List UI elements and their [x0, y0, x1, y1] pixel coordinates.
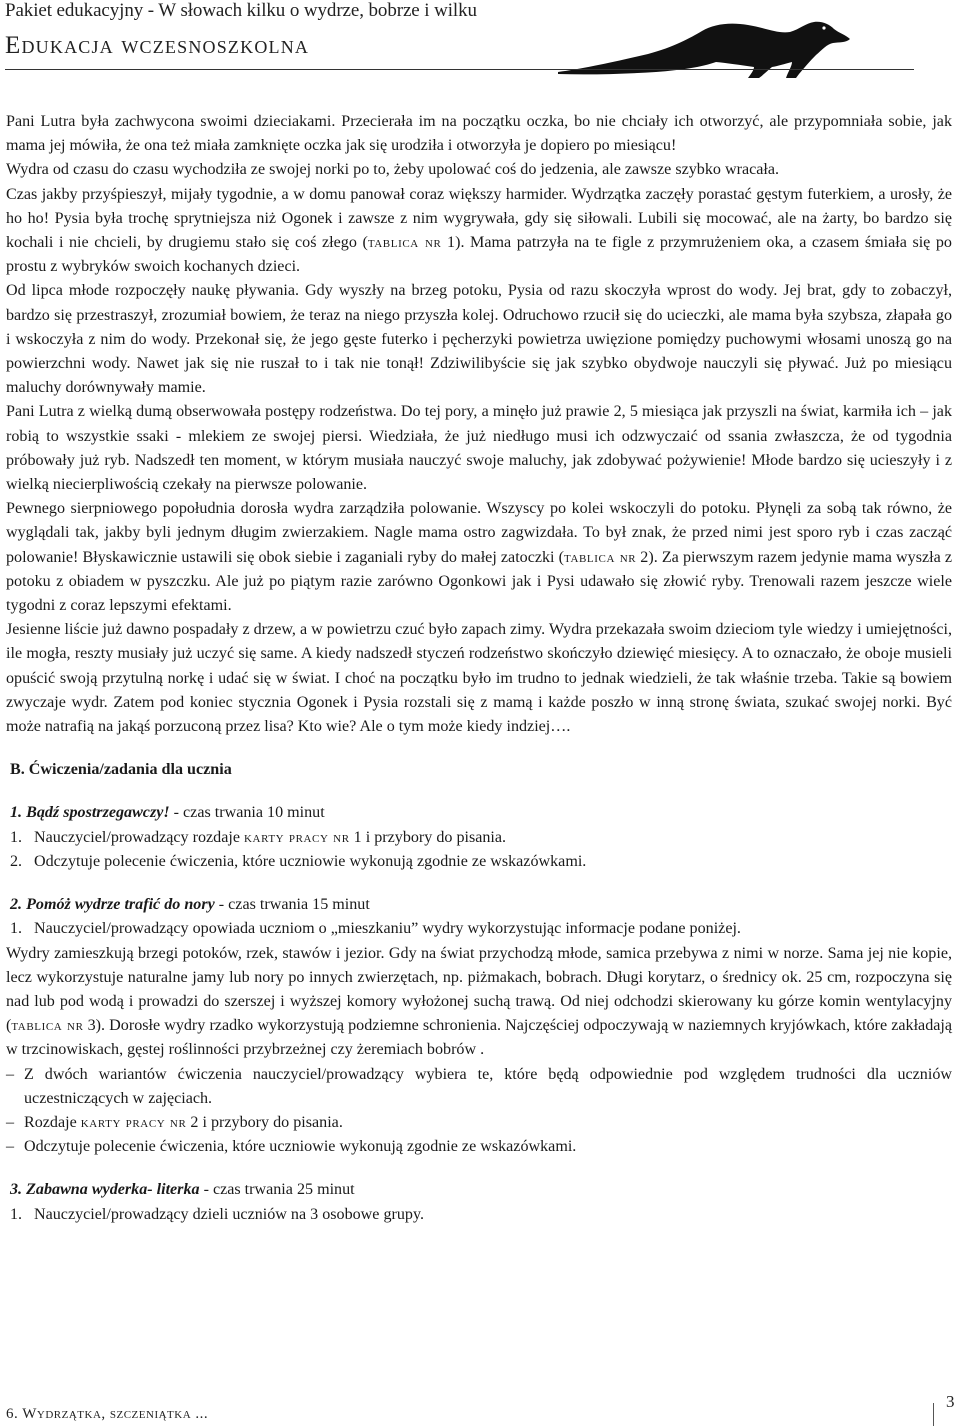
- list-number: 1.: [10, 1205, 23, 1223]
- exercise-3-heading: [10, 1178, 952, 1202]
- header-divider: [5, 69, 914, 70]
- text-run: Nauczyciel/prowadzący rozdaje: [34, 828, 244, 846]
- story-paragraph: [6, 183, 952, 280]
- dash-item: [6, 1111, 952, 1135]
- exercise-title: 2. Pomóż wydrze trafić do nory: [10, 896, 215, 914]
- dash-item: [6, 1063, 952, 1111]
- board-reference: tablica nr: [564, 548, 637, 566]
- list-item: [10, 850, 952, 874]
- list-number: 1.: [10, 828, 23, 846]
- chapter-footer: 6. Wydrzątka, szczeniątka ...: [6, 1406, 209, 1422]
- exercise-duration: - czas trwania 25 minut: [199, 1181, 355, 1199]
- list-item: [10, 917, 952, 941]
- text-run: Nauczyciel/prowadzący opowiada uczniom o „mieszkaniu” wydry wykorzystując informacje podane poniżej.: [34, 920, 741, 938]
- board-reference: tablica nr: [367, 234, 442, 252]
- text-run: 1). Mama patrzyła na te figle z przymrużeniem oka, a czasem śmiała się po prostu z wybryków swoich kochanych dzieci.: [6, 234, 952, 276]
- page-number: 3: [946, 1392, 955, 1411]
- text-run: 1 i przybory do pisania.: [349, 828, 507, 846]
- exercise-title: 1. Bądź spostrzegawczy!: [10, 804, 170, 822]
- list-number: 1.: [10, 920, 23, 938]
- list-item: [10, 826, 952, 850]
- main-content: [6, 110, 952, 1227]
- exercise-duration: - czas trwania 15 minut: [214, 896, 370, 914]
- exercise-2-heading: [10, 893, 952, 917]
- exercise-1-heading: [10, 801, 952, 825]
- story-paragraph: Pani Lutra z wielką dumą obserwowała postępy rodzeństwa. Do tej pory, a minęło już prawie 2, 5 miesiąca jak przyszli na świat, karmiła ich – jak robią to wszystkie ssaki - mlekiem ze swojej piersi. Wiedziała, że już niedługo musi ich odzwyczaić od ssania zwłaszcza, że od tygodnia próbowały już ryb. Nadszedł ten moment, w którym musiała nauczyć swoje maluchy, jak zdobywać pożywienie! Młode bardzo się ucieszyły i z wielką niecierpliwością czekały na pierwsze polowanie.: [6, 403, 952, 494]
- story-paragraph: Pani Lutra była zachwycona swoimi dzieciakami. Przecierała im na początku oczka, bo nie chciały ich otworzyć, ale przypomniała sobie, jak mama jej mówiła, że ona też miała zamknięte oczka jak się urodziła i otworzyła je dopiero po miesiącu!: [6, 113, 952, 155]
- story-paragraph: Jesienne liście już dawno pospadały z drzew, a w powietrzu czuć było zapach zimy. Wydra przekazała swoim dzieciom tyle wiedzy i umiejętności, ile mogła, reszty musiały już uczyć się same. A kiedy nadszedł styczeń rodzeństwo skończyło dziewięć miesięcy. A to oznaczało, że oboje musieli opuścić swoją przytulną norkę i udać się w świat. I choć na początku było im trudno to jednak wiedzieli, że tak właśnie trzeba. Takie są bowiem zwyczaje wydr. Zatem pod koniec stycznia Ogonek i Pysia rozstali się z mamą i każde poszło w inną stronę świata, szukać swojej norki. Być może natrafią na jakąś porzuconą przez lisa? Kto wie? Ale o tym może kiedy indziej….: [6, 621, 952, 736]
- dash-marker: –: [6, 1065, 15, 1083]
- text-run: Rozdaje: [24, 1113, 81, 1131]
- story-paragraph: Wydra od czasu do czasu wychodziła ze swojej norki po to, żeby upolować coś do jedzenia, ale zawsze szybko wracała.: [6, 161, 780, 179]
- text-run: Z dwóch wariantów ćwiczenia nauczyciel/prowadzący wybiera te, które będą odpowiednie pod względem trudności dla uczniów uczestniczących w zajęciach.: [24, 1065, 952, 1107]
- info-paragraph: [6, 942, 952, 1063]
- exercise-title: 3. Zabawna wyderka- literka: [10, 1181, 200, 1199]
- text-run: Wydry zamieszkują brzegi potoków, rzek, stawów i jezior. Gdy na świat przychodzą młode, samica przebywa z nimi w norze. Sama jej nie kopie, lecz wykorzystuje naturalne jamy lub nory po innych zwierzętach, np. piżmakach, bobrach. Długi korytarz, o średnicy ok. 25 cm, rozpoczyna się nad lub pod wodą i prowadzi do szerszej i wyższej komory wyłożonej suchą trawą. Od niej odchodzi skierowany ku górze komin wentylacyjny (: [6, 944, 952, 1035]
- text-run: 2). Za pierwszym razem jedynie mama wyszła z potoku z obiadem w pyszczku. Ale już po piątym razie zarówno Ogonkowi jak i Pysi udawało się złowić ryby. Trenowali razem jeszcze wiele tygodni z coraz lepszymi efektami.: [6, 548, 952, 615]
- text-run: Odczytuje polecenie ćwiczenia, które uczniowie wykonują zgodnie ze wskazówkami.: [24, 1138, 577, 1156]
- footer-divider: [933, 1403, 934, 1426]
- text-run: Odczytuje polecenie ćwiczenia, które uczniowie wykonują zgodnie ze wskazówkami.: [34, 852, 587, 870]
- story-paragraph: Od lipca młode rozpoczęły naukę pływania. Gdy wyszły na brzeg potoku, Pysia od razu skoczyła wprost do wody. Jej brat, gdy to zobaczył, bardzo się przestraszył, zrozumiał bowiem, że teraz na niego przyszła kolej. Odruchowo rzucił się do ucieczki, ale mama była szybsza, złapała go i wskoczyła z nim do wody. Przekonał się, że jego gęste futerko i pęcherzyki powietrza uwięzione pomiędzy puchowymi włosami unoszą go na powierzchni wody. Nawet jak się nie ruszał to i tak nie tonął! Zdziwilibyście się jak szybko obydwoje nauczyli się pływać. Już po miesiącu maluchy dorównywały mamie.: [6, 282, 952, 397]
- worksheet-reference: karty pracy nr: [80, 1113, 187, 1131]
- board-reference: tablica nr: [11, 1017, 84, 1035]
- dash-item: [6, 1135, 952, 1159]
- dash-marker: –: [6, 1113, 15, 1131]
- text-run: Nauczyciel/prowadzący dzieli uczniów na 3 osobowe grupy.: [34, 1205, 424, 1223]
- list-number: 2.: [10, 852, 23, 870]
- story-paragraph: [6, 497, 952, 618]
- publication-title: Pakiet edukacyjny - W słowach kilku o wydrze, bobrze i wilku: [5, 0, 477, 21]
- list-item: [10, 1203, 952, 1227]
- text-run: 3). Dorosłe wydry rzadko wykorzystują podziemne schronienia. Najczęściej odpoczywają w naziemnych kryjówkach, które zakładają w trzcinowiskach, gęstej roślinności przybrzeżnej czy żeremiach bobrów .: [6, 1017, 952, 1059]
- text-run: Pewnego sierpniowego popołudnia dorosła wydra zarządziła polowanie. Wszyscy po kolei wskoczyli do potoku. Płynęli za sobą tak równo, że wyglądali tak, jakby byli jednym długim zwierzakiem. Nagle mama ostro zagwizdała. To był znak, że przed nimi jest sporo ryb i czas zacząć polowanie! Błyskawicznie ustawili się obok siebie i zaganiali ryby do małej zatoczki (: [6, 500, 952, 566]
- text-run: Czas jakby przyśpieszył, mijały tygodnie, a w domu panował coraz większy harmider. Wydrzątka zaczęły porastać gęstym futerkiem, a urosły, że ho ho! Pysia była trochę sprytniejsza niż Ogonek i zawsze z nim wygrywała, gdy się siłowali. Lubili się mocować, ale na żarty, bo bardzo się kochali i nie chcieli, by drugiemu stało się coś złego (: [6, 185, 952, 252]
- section-title: Edukacja wczesnoszkolna: [5, 32, 310, 59]
- exercise-duration: - czas trwania 10 minut: [169, 804, 325, 822]
- exercises-heading: B. Ćwiczenia/zadania dla ucznia: [10, 761, 232, 779]
- worksheet-reference: karty pracy nr: [244, 828, 350, 846]
- text-run: 2 i przybory do pisania.: [186, 1113, 343, 1131]
- dash-marker: –: [6, 1138, 15, 1156]
